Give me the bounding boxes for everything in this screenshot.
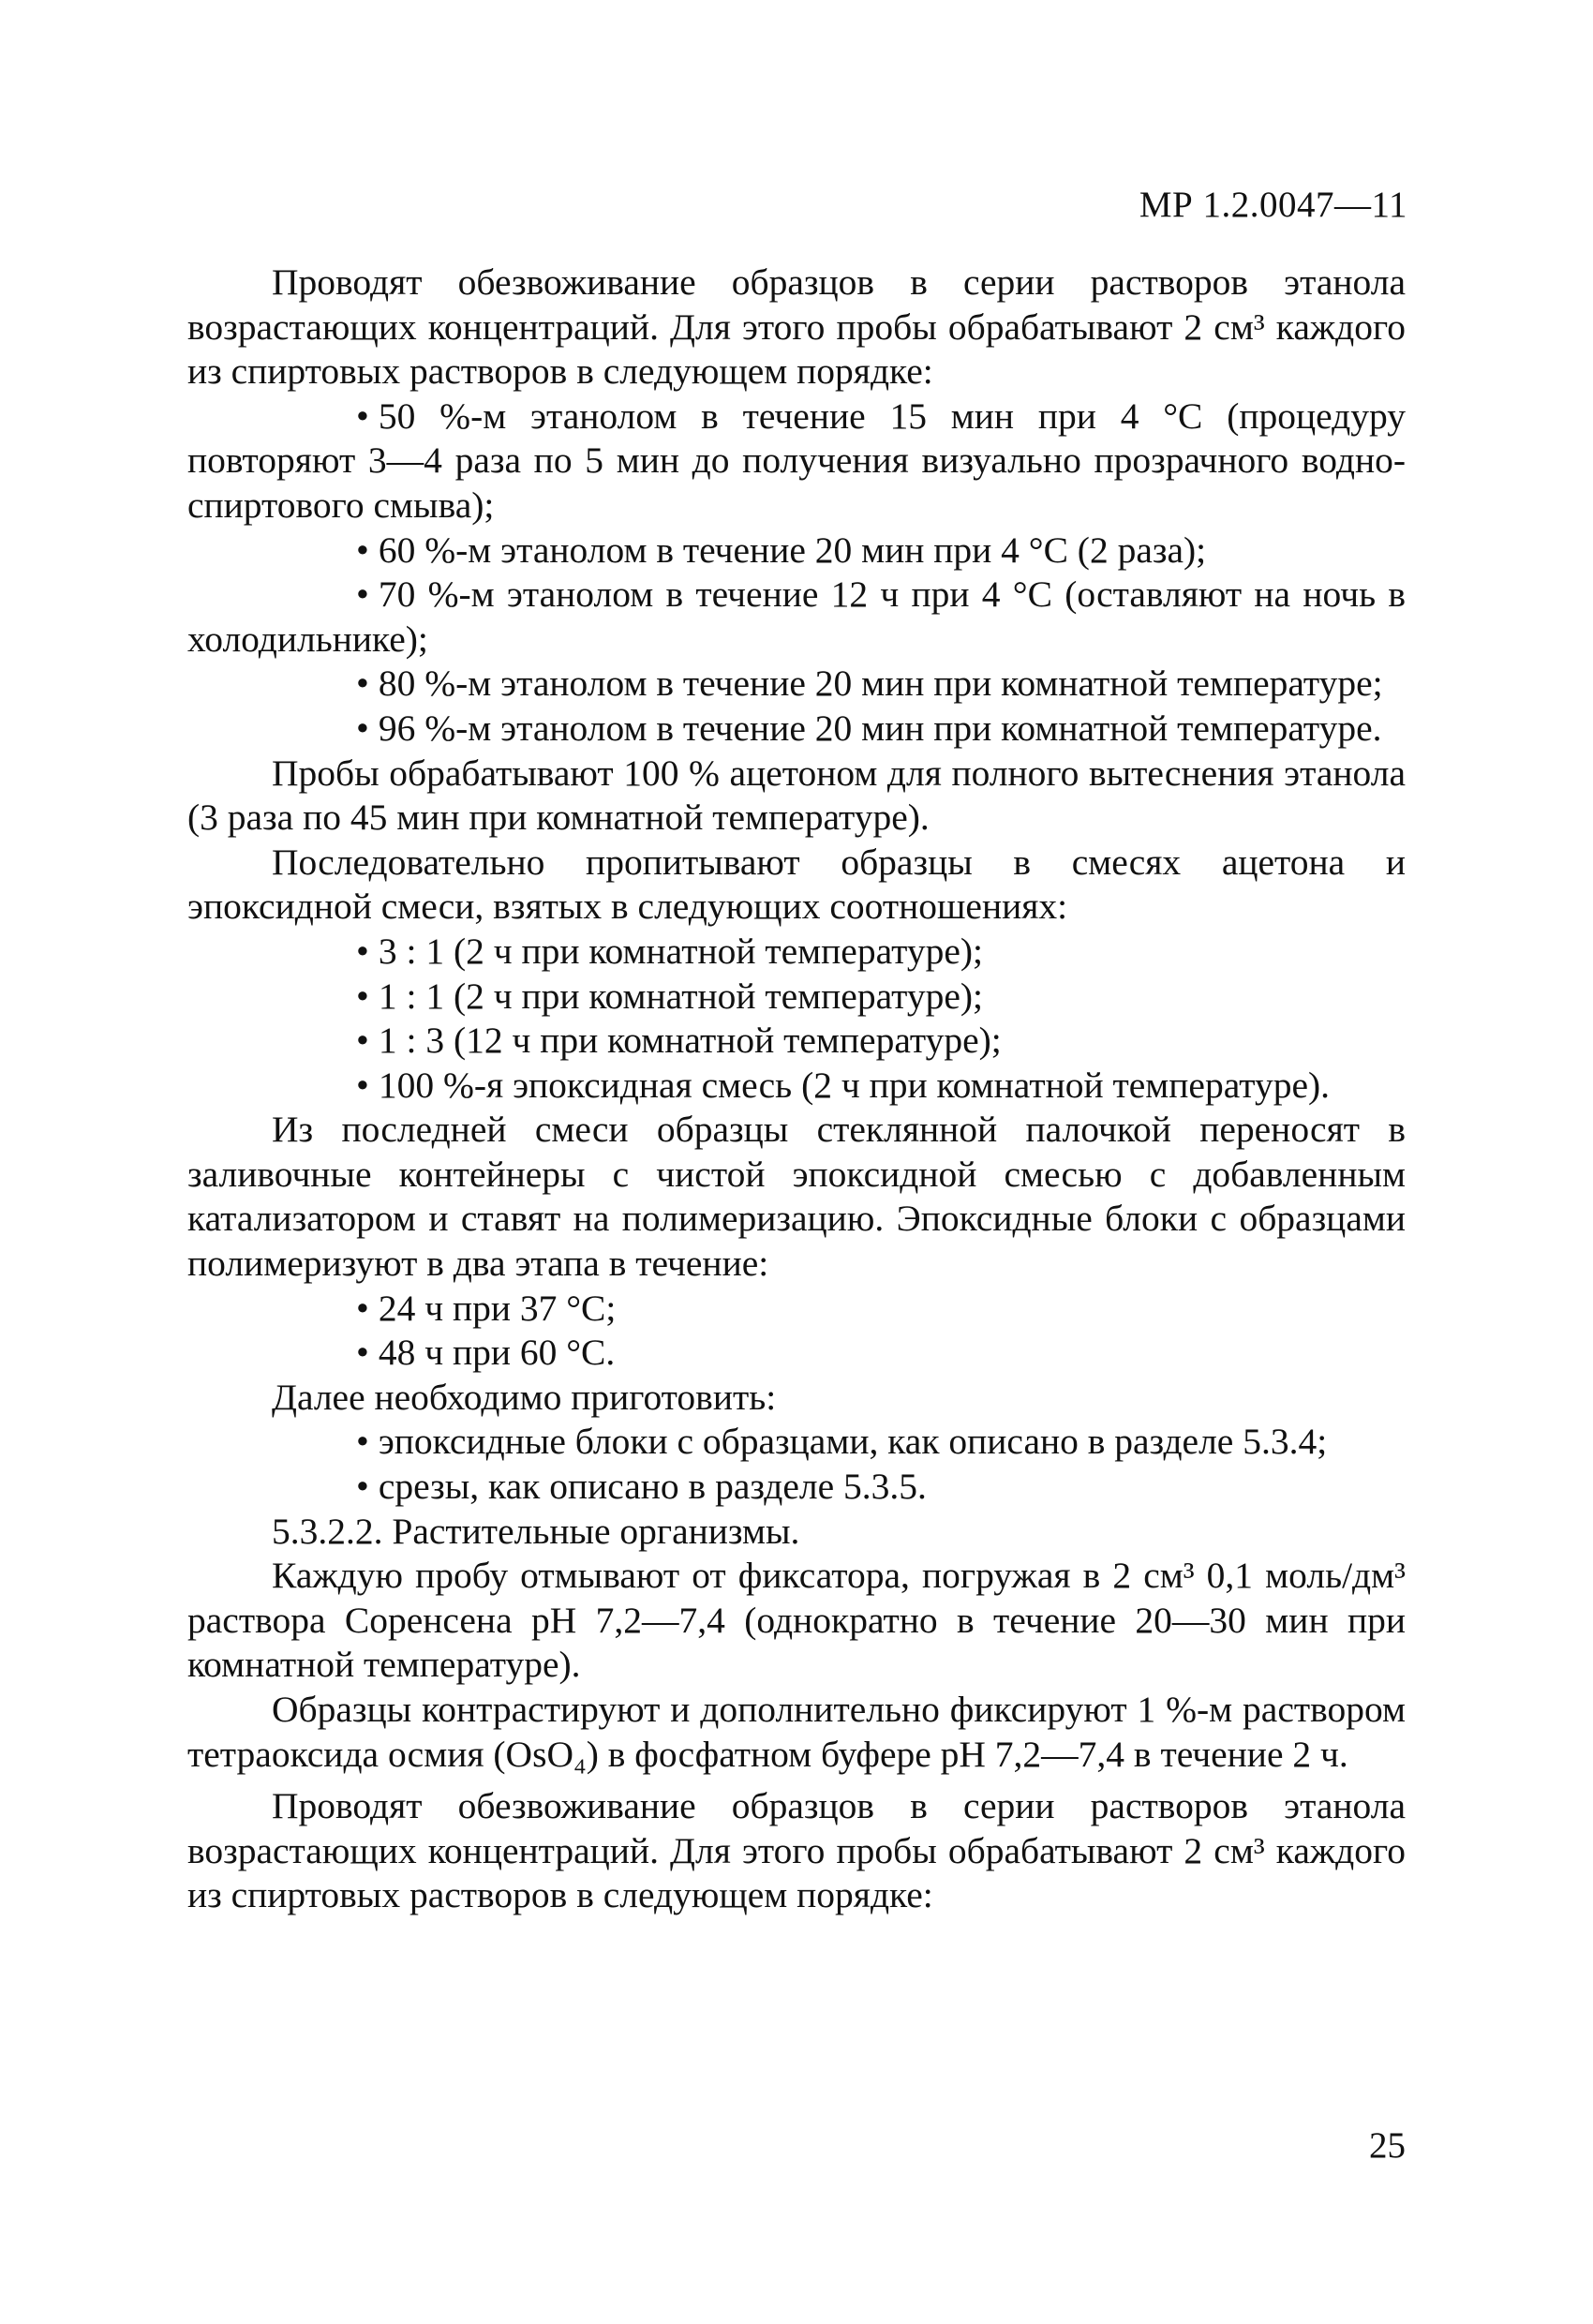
bullet-icon: • xyxy=(356,930,369,972)
paragraph: Из последней смеси образцы стеклянной палочкой переносят в заливочные контейнеры с чистой эпоксидной смесью с добавленным катализатором и ставят на полимеризацию. Эпоксидные блоки с образцами полимеризуют в два этапа в течение: xyxy=(187,1109,1406,1285)
body-text xyxy=(187,261,1406,1918)
bullet-icon: • xyxy=(356,975,369,1017)
list-item-text: эпоксидные блоки с образцами, как описано в разделе 5.3.4; xyxy=(378,1421,1328,1463)
list-item-text: срезы, как описано в разделе 5.3.5. xyxy=(378,1466,927,1508)
section-heading: 5.3.2.2. Растительные организмы. xyxy=(272,1510,800,1552)
list-item-text: 3 : 1 (2 ч при комнатной температуре); xyxy=(378,930,983,972)
list-item-text: 1 : 3 (12 ч при комнатной температуре); xyxy=(378,1020,1002,1062)
bullet-icon: • xyxy=(356,529,369,571)
bullet-icon: • xyxy=(356,1020,369,1062)
paragraph-gap xyxy=(187,1777,1406,1784)
list-item-text: 50 %-м этанолом в течение 15 мин при 4 °С (процедуру повторяют 3—4 раза по 5 мин до получения визуально прозрачного водно-спиртового смыва); xyxy=(187,395,1406,526)
list-item-text: 24 ч при 37 °С; xyxy=(378,1287,617,1329)
list-item xyxy=(187,1465,1406,1510)
paragraph: Каждую пробу отмывают от фиксатора, погружая в 2 см³ 0,1 моль/дм³ раствора Соренсена рН 7,2—7,4 (однократно в течение 20—30 мин при комнатной температуре). xyxy=(187,1555,1406,1686)
list-item xyxy=(187,395,1406,529)
paragraph: Проводят обезвоживание образцов в серии растворов этанола возрастающих концентраций. Для этого пробы обрабатывают 2 см³ каждого из спиртовых растворов в следующем порядке: xyxy=(187,1785,1406,1916)
document-code: МР 1.2.0047—11 xyxy=(1139,185,1407,225)
list-item-text: 60 %-м этанолом в течение 20 мин при 4 °С (2 раза); xyxy=(378,529,1207,571)
bullet-icon: • xyxy=(356,395,369,437)
bullet-icon: • xyxy=(356,574,369,616)
list-item-text: 80 %-м этанолом в течение 20 мин при комнатной температуре; xyxy=(378,663,1383,705)
list-item xyxy=(187,1287,1406,1332)
bullet-icon: • xyxy=(356,1064,369,1106)
list-item xyxy=(187,930,1406,975)
list-item-text: 1 : 1 (2 ч при комнатной температуре); xyxy=(378,975,983,1017)
paragraph: Проводят обезвоживание образцов в серии растворов этанола возрастающих концентраций. Для этого пробы обрабатывают 2 см³ каждого из спиртовых растворов в следующем порядке: xyxy=(187,261,1406,393)
list-item-text: 70 %-м этанолом в течение 12 ч при 4 °С (оставляют на ночь в холодильнике); xyxy=(187,574,1406,660)
bullet-icon: • xyxy=(356,1466,369,1508)
list-item-text: 100 %-я эпоксидная смесь (2 ч при комнатной температуре). xyxy=(378,1064,1331,1106)
bullet-icon: • xyxy=(356,707,369,749)
list-item xyxy=(187,1331,1406,1376)
paragraph: Последовательно пропитывают образцы в смесях ацетона и эпоксидной смеси, взятых в следующих соотношениях: xyxy=(187,841,1406,928)
list-item xyxy=(187,662,1406,707)
list-item-text: 96 %-м этанолом в течение 20 мин при комнатной температуре. xyxy=(378,707,1382,749)
paragraph: Образцы контрастируют и дополнительно фиксируют 1 %-м раствором тетраоксида осмия (OsO₄) в фосфатном буфере рН 7,2—7,4 в течение 2 ч. xyxy=(187,1689,1406,1775)
bullet-icon: • xyxy=(356,1287,369,1329)
paragraph: Пробы обрабатывают 100 % ацетоном для полного вытеснения этанола (3 раза по 45 мин при комнатной температуре). xyxy=(187,752,1406,839)
bullet-icon: • xyxy=(356,1421,369,1463)
list-item xyxy=(187,975,1406,1020)
list-item xyxy=(187,707,1406,752)
bullet-icon: • xyxy=(356,663,369,705)
list-item xyxy=(187,573,1406,662)
list-item xyxy=(187,529,1406,574)
paragraph: Далее необходимо приготовить: xyxy=(272,1376,777,1418)
list-item xyxy=(187,1019,1406,1064)
list-item xyxy=(187,1420,1406,1465)
list-item xyxy=(187,1064,1406,1109)
bullet-icon: • xyxy=(356,1332,369,1374)
page-number: 25 xyxy=(1369,2125,1406,2166)
list-item-text: 48 ч при 60 °С. xyxy=(378,1332,616,1374)
